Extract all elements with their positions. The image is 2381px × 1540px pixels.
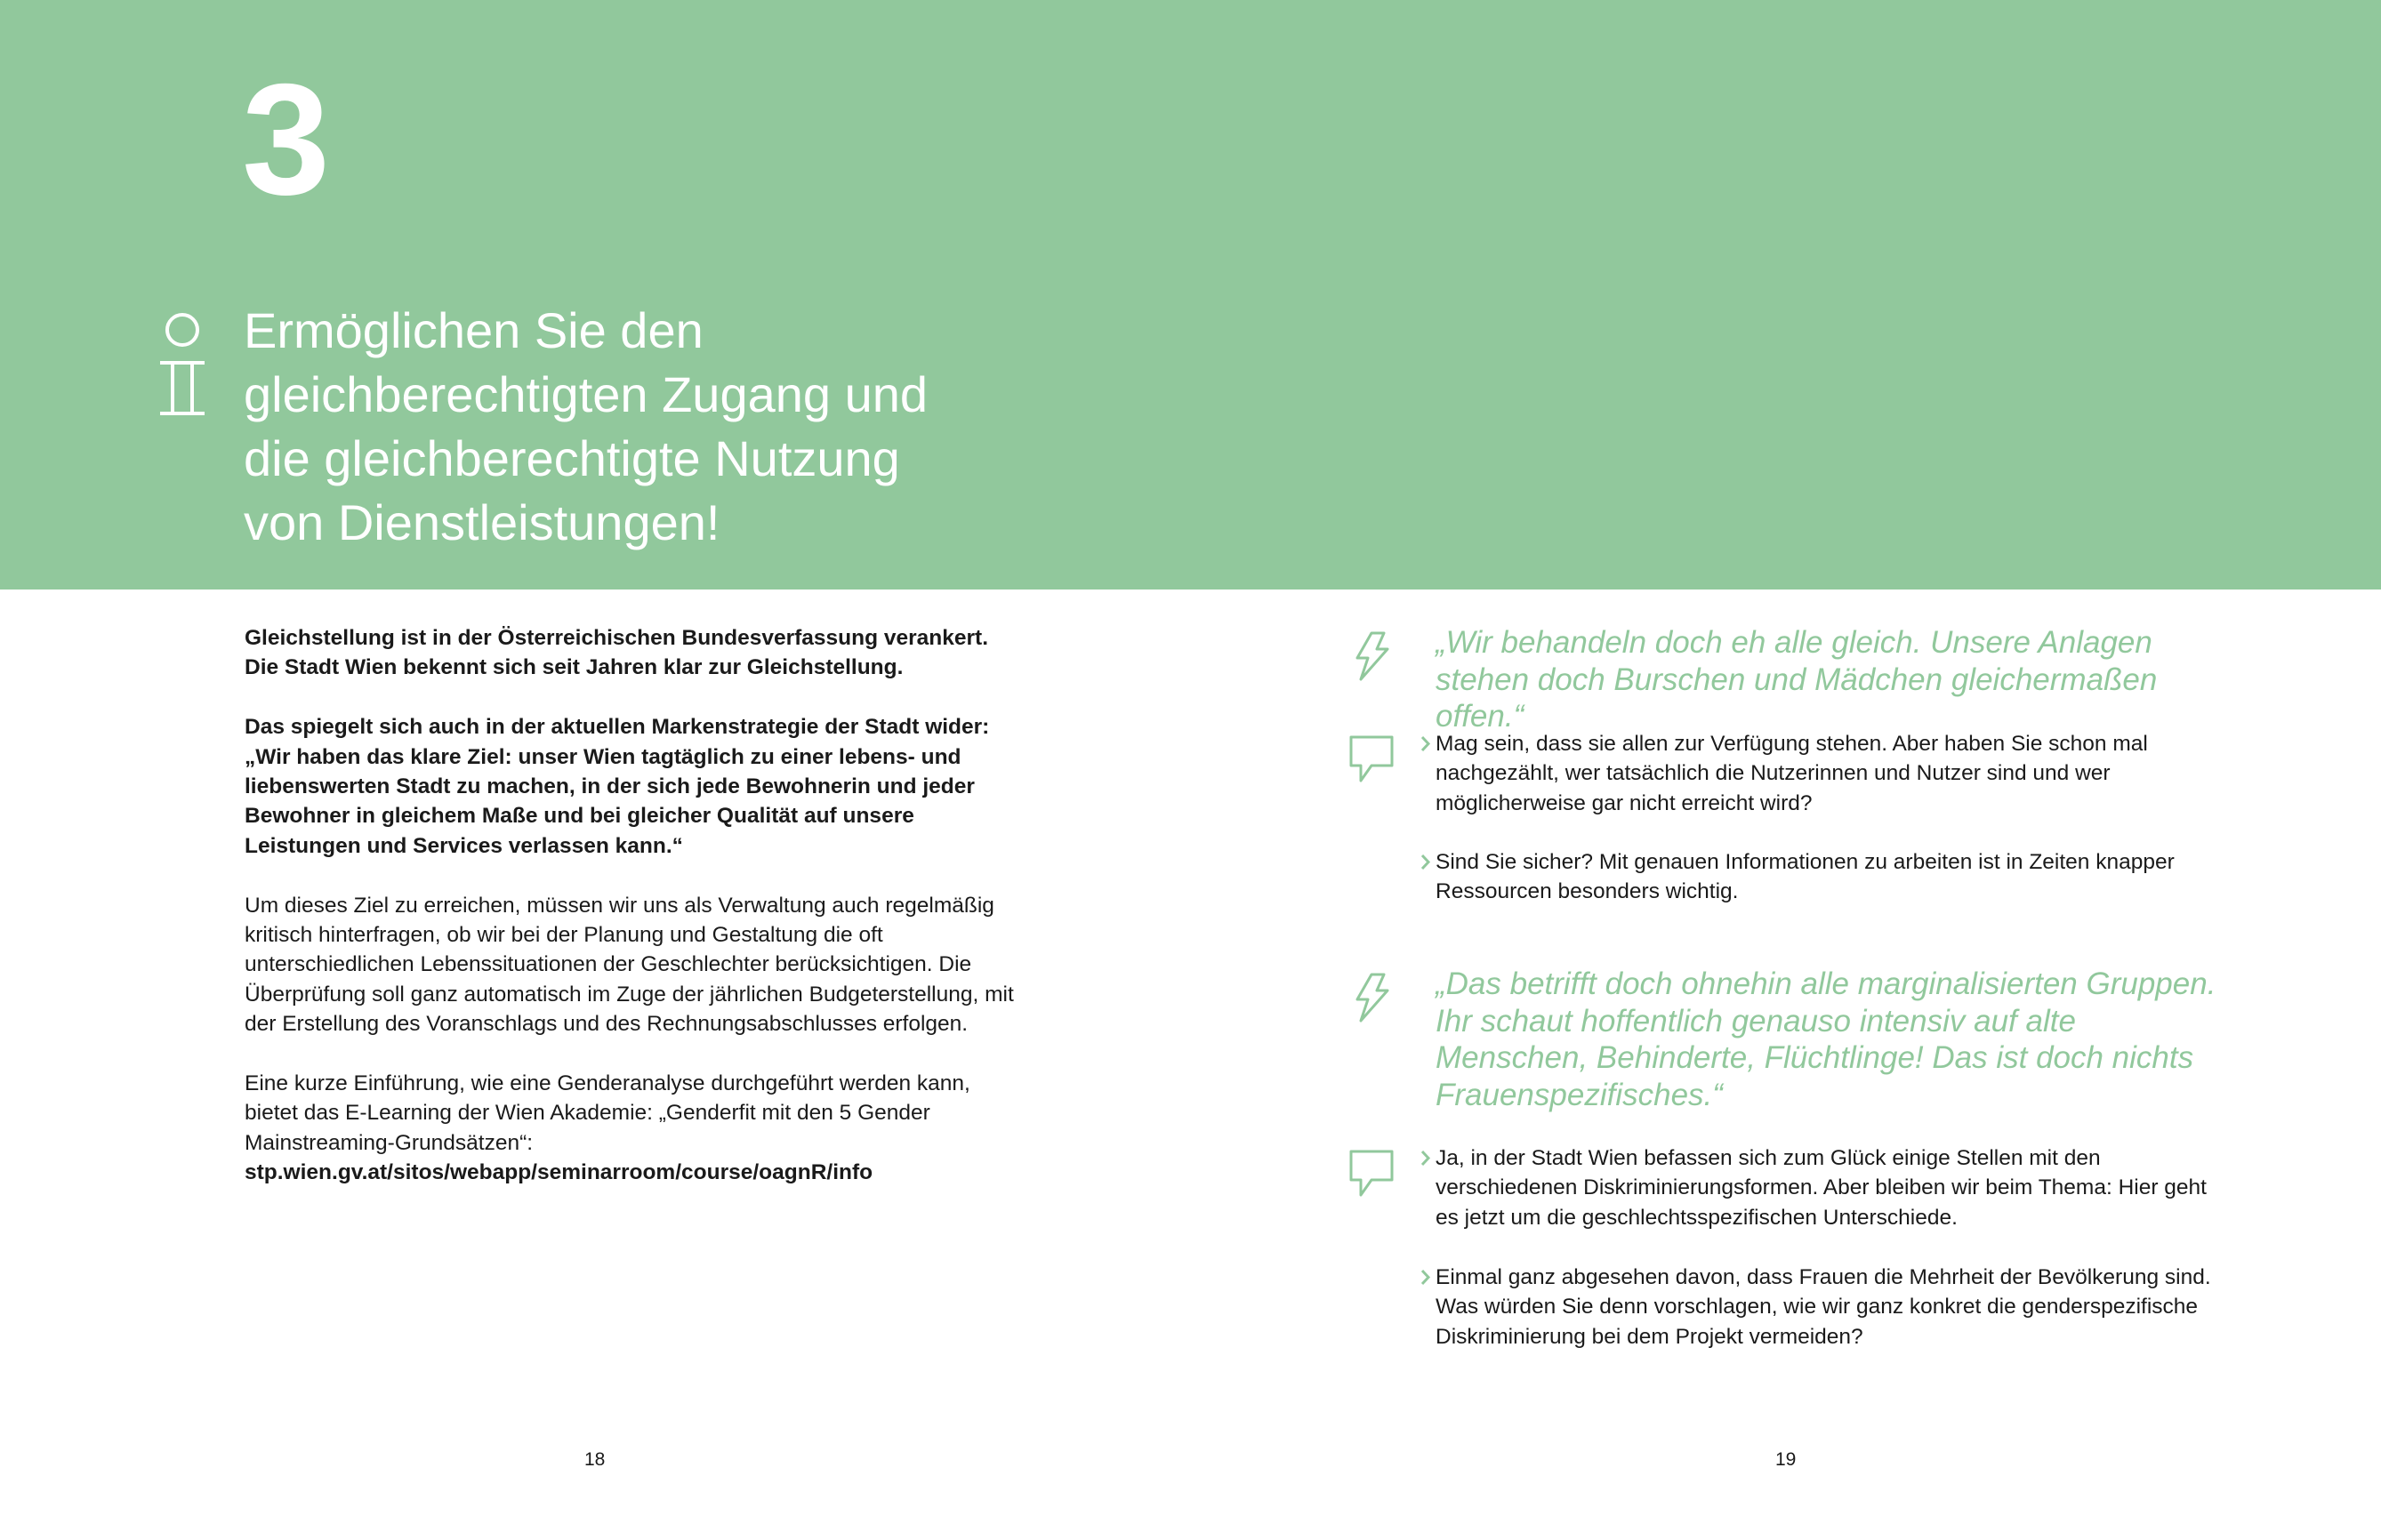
response-item-1a: [1418, 729, 2218, 818]
response-text: Ja, in der Stadt Wien befassen sich zum Glück einige Stellen mit den verschiedenen Diskriminierungsformen. Aber bleiben wir beim Thema: Hier geht es jetzt um die geschlechtsspezifischen Unterschiede.: [1436, 1146, 2207, 1230]
elearning-text: Eine kurze Einführung, wie eine Genderanalyse durchgeführt werden kann, bietet das E-Learning der Wien Akademie: „Genderfit mit den 5 Gender Mainstreaming-Grundsätzen“:: [245, 1071, 970, 1155]
chapter-number: 3: [242, 51, 328, 228]
chevron-right-icon: [1418, 1143, 1434, 1173]
chapter-title-line: von Dienstleistungen!: [244, 494, 720, 550]
response-item-1b: [1418, 847, 2218, 907]
response-text: Einmal ganz abgesehen davon, dass Frauen die Mehrheit der Bevölkerung sind. Was würden Sie denn vorschlagen, wie wir ganz konkret die genderspezifische Diskriminierung bei dem Projekt vermeiden?: [1436, 1265, 2211, 1349]
objection-quote-2: „Das betrifft doch ohnehin alle marginalisierten Gruppen. Ihr schaut hoffentlich genauso intensiv auf alte Menschen, Behinderte, Flüchtlinge! Das ist doch nichts Frauenspezifisches.“: [1436, 967, 2216, 1113]
chapter-title-line: die gleichberechtigte Nutzung: [244, 430, 900, 486]
speech-bubble-icon: [1348, 1149, 1395, 1199]
elearning-paragraph: [245, 1069, 1027, 1188]
intro-paragraph: Gleichstellung ist in der Österreichischen Bundesverfassung verankert. Die Stadt Wien bekennt sich seit Jahren klar zur Gleichstellung.: [245, 626, 989, 680]
chevron-right-icon: [1418, 847, 1434, 877]
lightning-icon: [1352, 973, 1391, 1023]
page-number-left: 18: [584, 1449, 606, 1470]
response-text: Mag sein, dass sie allen zur Verfügung stehen. Aber haben Sie schon mal nachgezählt, wer tatsächlich die Nutzerinnen und Nutzer sind und wer möglicherweise gar nicht erreicht wird?: [1436, 732, 2148, 815]
response-text: Sind Sie sicher? Mit genauen Informationen zu arbeiten ist in Zeiten knapper Ressourcen besonders wichtig.: [1436, 850, 2175, 904]
objection-quote-1: „Wir behandeln doch eh alle gleich. Unsere Anlagen stehen doch Burschen und Mädchen gleichermaßen offen.“: [1436, 625, 2158, 734]
speech-bubble-icon: [1348, 734, 1395, 784]
left-column: [245, 623, 1027, 1217]
chapter-title: [244, 299, 1044, 555]
body-paragraph: Um dieses Ziel zu erreichen, müssen wir uns als Verwaltung auch regelmäßig kritisch hinterfragen, ob wir bei der Planung und Gestaltung die oft unterschiedlichen Lebenssituationen der Geschlechter berücksichtigen. Die Überprüfung soll ganz automatisch im Zuge der jährlichen Budgeterstellung, mit der Erstellung des Voranschlags und des Rechnungsabschlusses erfolgen.: [245, 893, 1014, 1037]
elearning-link[interactable]: stp.wien.gv.at/sitos/webapp/seminarroom/course/oagnR/info: [245, 1160, 873, 1185]
chapter-title-line: gleichberechtigten Zugang und: [244, 366, 929, 422]
info-icon: [155, 311, 210, 418]
chapter-title-line: Ermöglichen Sie den: [244, 302, 704, 358]
page-number-right: 19: [1775, 1449, 1797, 1470]
lightning-icon: [1352, 631, 1391, 681]
chevron-right-icon: [1418, 1263, 1434, 1292]
brand-strategy-paragraph: Das spiegelt sich auch in der aktuellen Markenstrategie der Stadt wider: „Wir haben das klare Ziel: unser Wien tagtäglich zu einer lebens- und liebenswerten Stadt zu machen, in der sich jede Bewohnerin und jeder Bewohner in gleichem Maße und bei gleicher Qualität auf unsere Leistungen und Services verlassen kann.“: [245, 715, 990, 858]
response-item-2a: [1418, 1143, 2218, 1232]
chevron-right-icon: [1418, 729, 1434, 758]
response-item-2b: [1418, 1263, 2218, 1352]
